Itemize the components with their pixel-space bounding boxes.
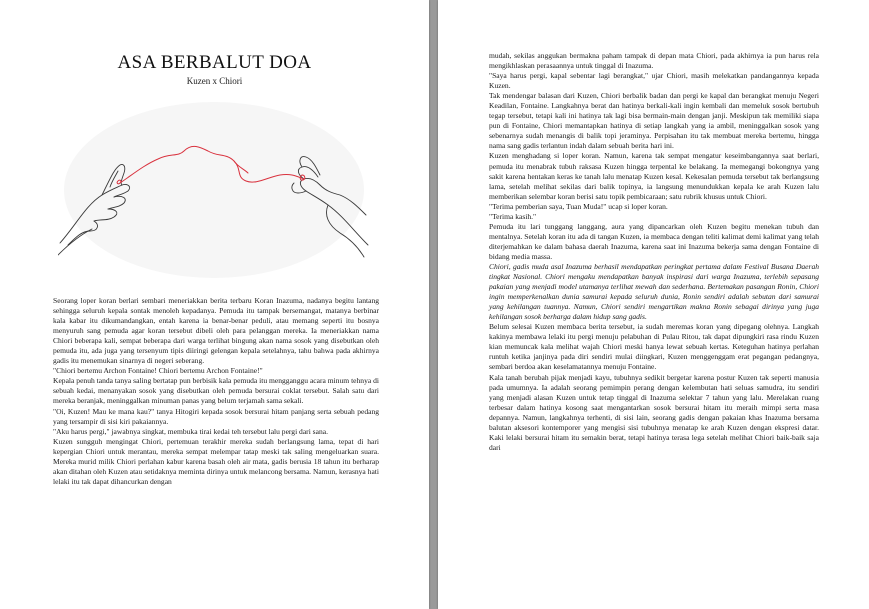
paragraph: "Chiori bertemu Archon Fontaine! Chiori bertemu Archon Fontaine!" [53,366,263,376]
news-excerpt-paragraph: Chiori, gadis muda asal Inazuma berhasil mendapatkan peringkat pertama dalam Festival Busana Daerah tingkat Nasional. Chiori mengaku mendapatkan banyak inspirasi dari warga Inazuma, terlebih sepasang pakaian yang menjadi model utamanya terlihat mewah dan sederhana. Bertemakan pasangan Ronin, Chiori ingin memperkenalkan dunia samurai kepada seluruh dunia, Ronin sendiri adalah sebutan dari samurai yang kehilangan tuannya. Namun, Chiori sendiri mengartikan makna Ronin sebagai dirinya yang juga kehilangan sosok berharga dalam hidup sang gadis. [489,261,819,322]
document-page-right [438,0,869,609]
paragraph: "Oi, Kuzen! Mau ke mana kau?" tanya Hitogiri kepada sosok bersurai hitam panjang serta sebuah pedang yang tersampir di sisi kiri pakaiannya. [53,406,379,426]
paragraph: "Terima kasih." [489,211,537,221]
paragraph: Kuzen menghadang si loper koran. Namun, karena tak sempat mengatur keseimbangannya saat berlari, pemuda itu menabrak tubuh raksasa Kuzen hingga terpental ke belakang. Ia memegangi bokongnya yang sakit karena hentakan keras ke tanah lalu menatap Kuzen kesal. Kekesalan pemuda tersebut tak berlangsung lama, setelah melihat sekilas dari balik topinya, ia langsung menundukkan kepala ke arah Kuzen lalu memberikan selembar koran berisi satu topik pembicaraan; satu rubrik khusus untuk Chiori. [489,151,819,201]
paragraph: "Terima pemberian saya, Tuan Muda!" ucap si loper koran. [489,201,668,211]
paragraph: Tak mendengar balasan dari Kuzen, Chiori berbalik badan dan pergi ke kapal dan berangkat menuju Negeri Keadilan, Fontaine. Langkahnya berat dan hatinya berkali-kali ingin kembali dan memeluk sosok bertubuh tegap tersebut, tetapi kali ini hatinya tak lagi bisa bermain-main dengan janji. Meskipun tak memiliki siapa pun di Fontaine, Chiori memantapkan hatinya di setiap langkah yang ia ambil, meninggalkan sosok yang sebenarnya sudah menangis di balik topi jeraminya. Perpisahan itu tak membuat mereka bertemu, hingga nama sang gadis terlantun indah dalam sebuah berita hari ini. [489,91,819,151]
story-subtitle: Kuzen x Chiori [186,76,243,86]
red-string-illustration [58,95,370,285]
paragraph: mudah, sekilas anggukan bermakna paham tampak di depan mata Chiori, pada akhirnya ia pun harus rela mengikhlaskan perasaannya untuk tinggal di Inazuma. [489,51,819,71]
paragraph: Pemuda itu lari tunggang langgang, aura yang dipancarkan oleh Kuzen begitu menekan tubuh dan mentalnya. Setelah koran itu ada di tangan Kuzen, ia membaca dengan teliti kalimat demi kalimat yang telah diterjemahkan ke dalam bahasa daerah Inazuma, karena saat ini Inazuma bekerja sama dengan Fontaine di bidang media massa. [489,221,819,261]
paragraph: Kuzen sungguh mengingat Chiori, pertemuan terakhir mereka sudah berlangsung lama, tepat di hari kepergian Chiori untuk merantau, mereka sempat melempar tatap meski tak saling mengeluarkan suara. Mereka murid milik Chiori perlahan kabur karena basah oleh air mata, gadis berusia 18 tahun itu berharap akan ditahan oleh Kuzen atau setidaknya meminta dirinya untuk melancong bersama. Namun, kerasnya hati lelaki itu tak dapat dihancurkan dengan [53,436,379,486]
paragraph: "Aku harus pergi," jawabnya singkat, membuka tirai kedai teh tersebut lalu pergi dari sana. [53,426,328,436]
paragraph: "Saya harus pergi, kapal sebentar lagi berangkat," ujar Chiori, masih melekatkan pandangannya kepada Kuzen. [489,71,819,91]
paragraph: Kepala penuh tanda tanya saling bertatap pun berbisik kala pemuda itu mengganggu acara minum tehnya di sebuah kedai, menanyakan sosok yang disebutkan oleh pemuda bersurai coklat tersebut. Salah satu dari mereka beranjak, meninggalkan minuman panas yang belum terjamah sama sekali. [53,376,379,406]
story-body-right [489,51,819,453]
story-body-left [53,296,379,487]
paragraph: Belum selesai Kuzen membaca berita tersebut, ia sudah meremas koran yang dipegang olehnya. Langkah kakinya membawa lelaki itu pergi menuju pelabuhan di Pulau Ritou, tak dapat dipungkiri rasa rindu Kuzen kian memuncak kala melihat wajah Chiori meski hanya lewat sebuah kertas. Keteguhan hatinya perlahan runtuh ketika janjinya pada diri sendiri mulai diingkari, Kuzen menggenggam erat pegangan pedangnya, sembari berdoa akan keselamatannya menuju Fontaine. [489,322,819,372]
paragraph: Kala tanah berubah pijak menjadi kayu, tubuhnya sedikit bergetar karena postur Kuzen tak seperti manusia pada umumnya. Ia adalah seorang pemimpin perang dengan kelembutan hati seluas samudra, itu sendiri yang menjadi alasan Kuzen untuk tetap tinggal di Inazuma selektar 7 tahun yang lalu. Merelakan ruang terbesar dalam hatinya kosong saat mengantarkan sosok bersurai hitam itu meraih mimpi serta masa depannya. Namun, langkahnya terhenti, di sisi lain, seorang gadis dengan pakaian khas Inazuma bersama balutan aksesori kontemporer yang mengisi sisi tubuhnya menatap ke arah Kuzen dengan ekspresi datar. Kaki lelaki bersurai hitam itu semakin berat, tetapi hatinya terasa lega setelah melihat Chiori baik-baik saja dari [489,372,819,452]
paragraph: Seorang loper koran berlari sembari meneriakkan berita terbaru Koran Inazuma, nadanya begitu lantang sehingga seluruh kepala sontak menoleh kepadanya. Pemuda itu tampak bersemangat, matanya berbinar kala kabar itu dikumandangkan, entah karena ia benar-benar peduli, atau memang seperti itu bosnya menyuruh sang pemuda agar koran tersebut dibeli oleh para pelanggan mereka. Ia meneriakkan nama Chiori beberapa kali, sempat beberapa dari warga terlihat bingung akan nama sosok yang disebutkan oleh pemuda itu, ada juga yang tersenyum tipis diiringi gelengan kepala setelahnya, tahu bahwa pada akhirnya gadis itu menemukan sinarnya di negeri seberang. [53,296,379,366]
document-page-left [0,0,429,609]
story-title: ASA BERBALUT DOA [117,52,312,73]
